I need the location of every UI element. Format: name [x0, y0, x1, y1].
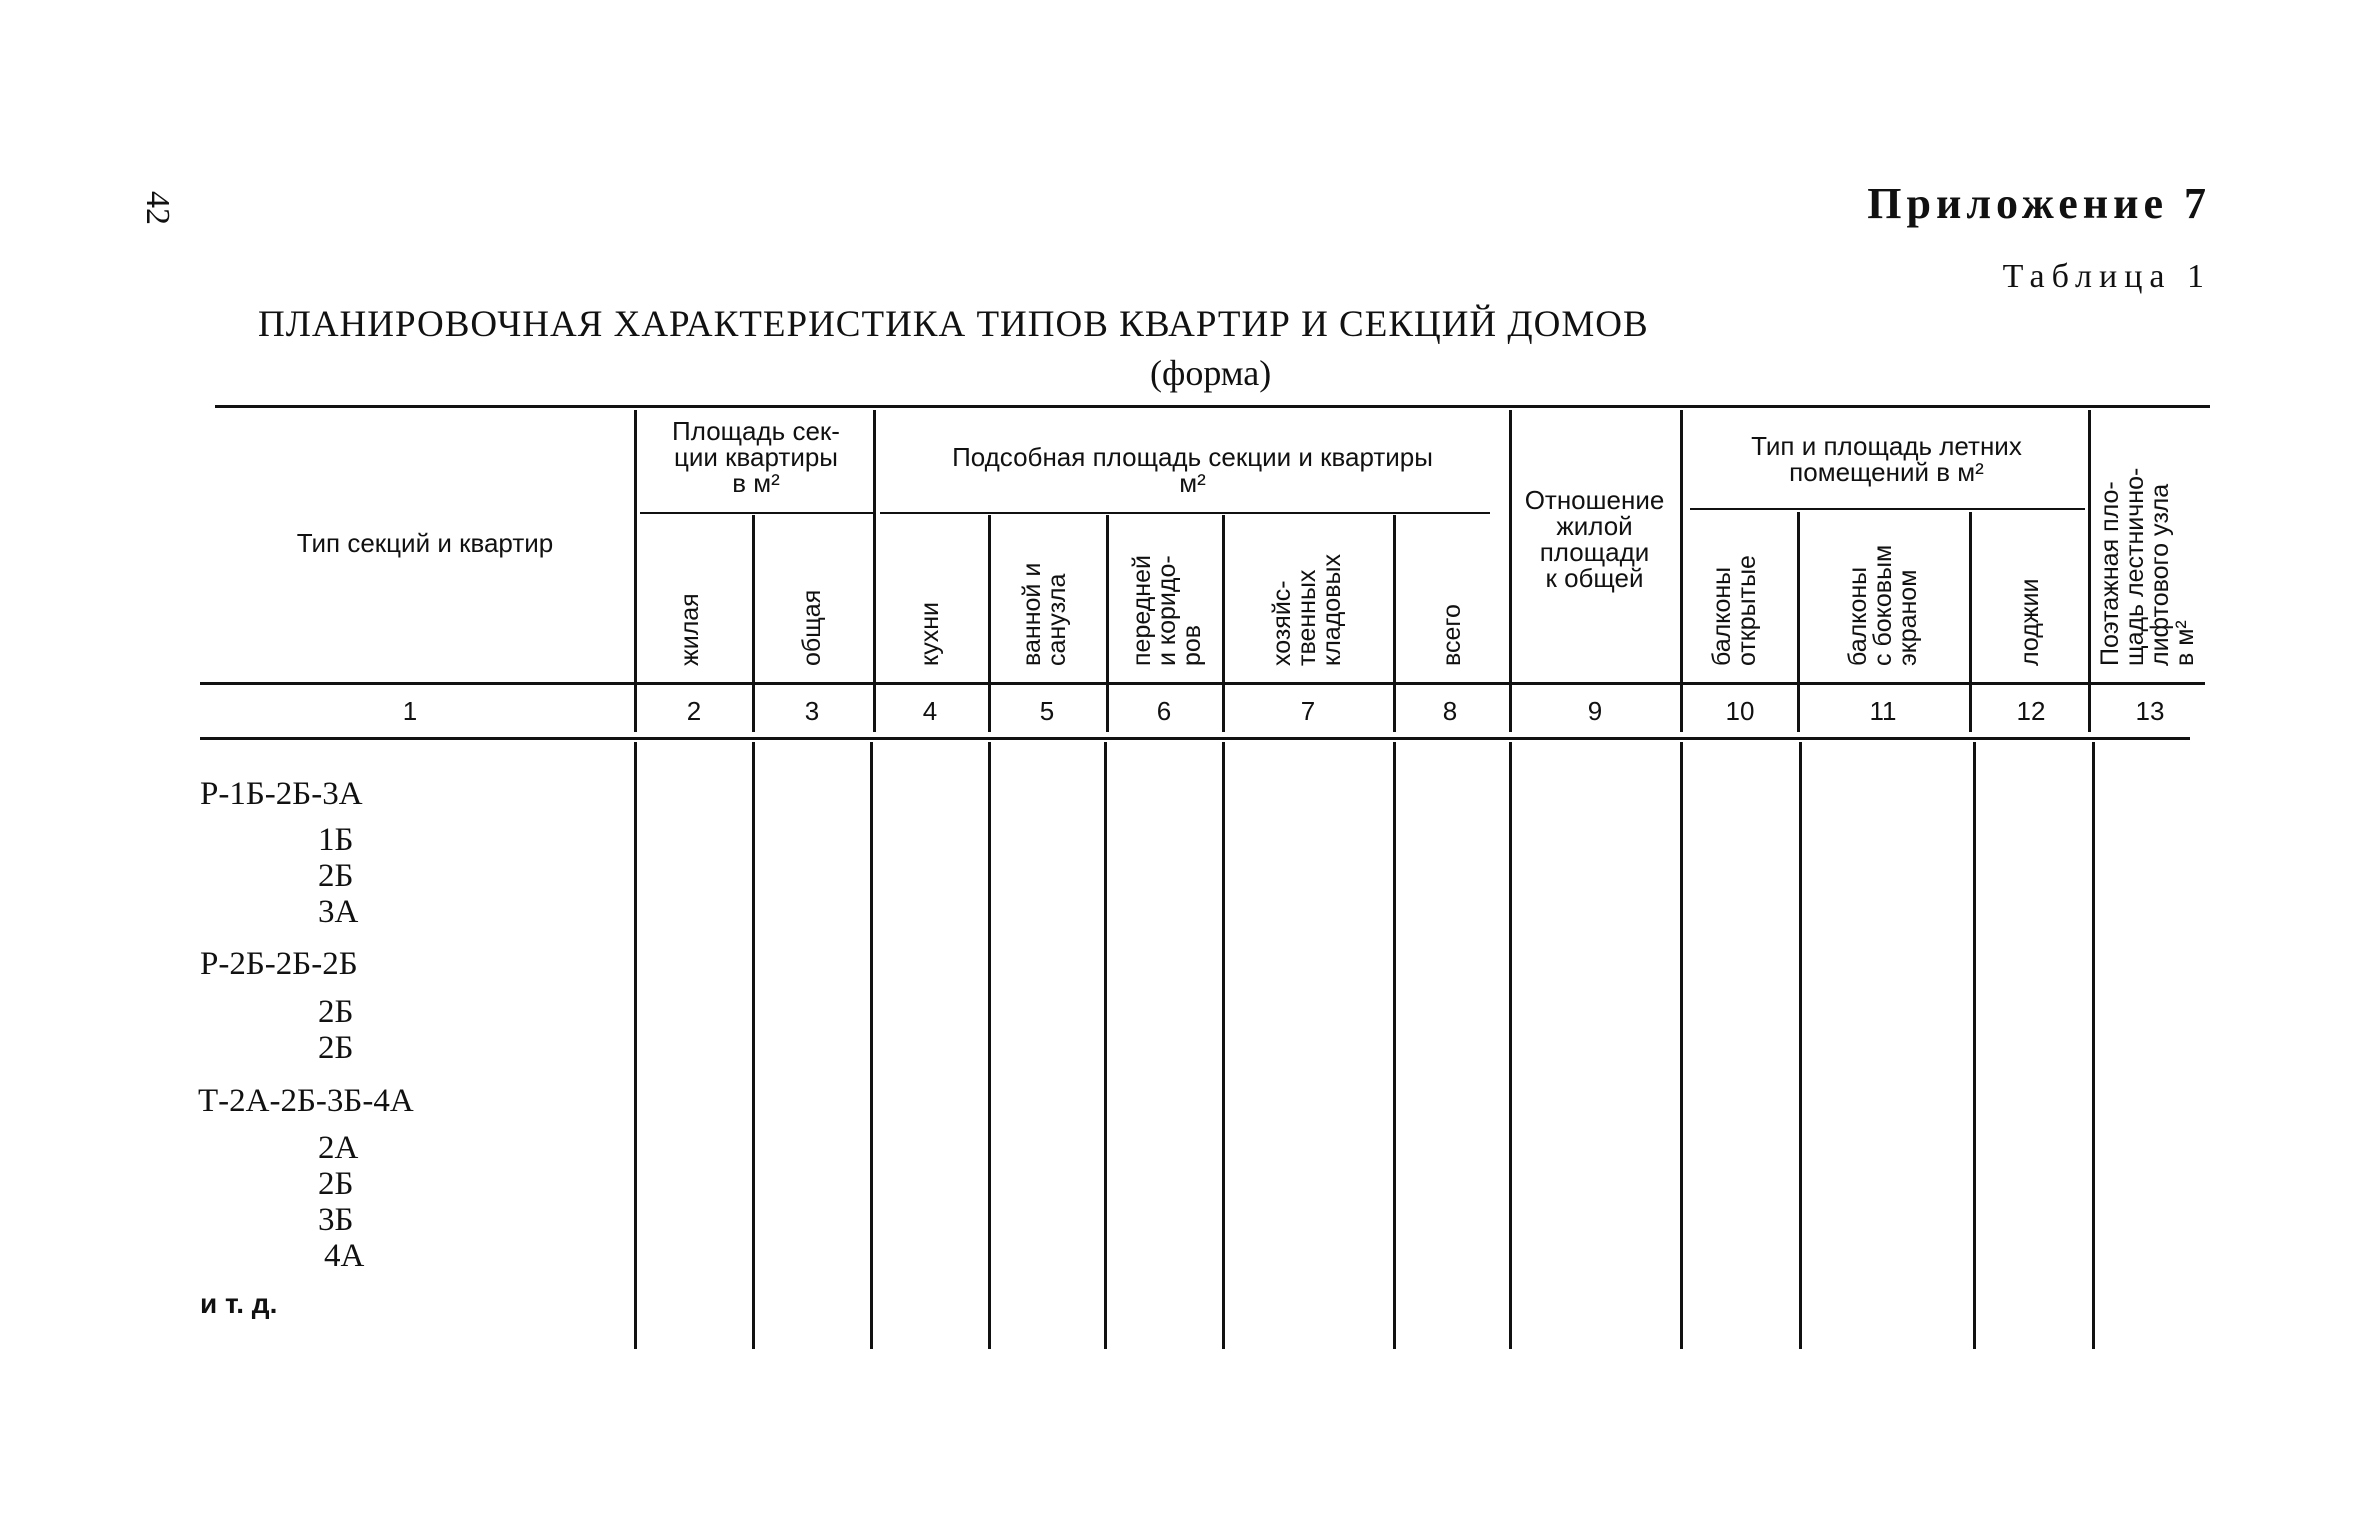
rule-numbers-bottom: [200, 737, 2190, 740]
table-top-rule: [215, 405, 2210, 408]
col-number: 5: [1039, 696, 1055, 726]
table-subtitle: (форма): [1150, 353, 1272, 393]
body-col-divider: [1222, 742, 1225, 1349]
body-col-divider: [634, 742, 637, 1349]
header-aux-group: Подсобная площадь секции и квартиры м²: [952, 442, 1433, 498]
row-apartment-type: 2А: [318, 1130, 359, 1166]
row-apartment-type: 3А: [318, 894, 359, 930]
col-number: 12: [2016, 696, 2046, 726]
header-area-group: Площадь сек- ции квартиры в м²: [672, 416, 840, 498]
body-col-divider: [2092, 742, 2095, 1349]
col-number: 13: [2135, 696, 2165, 726]
col-divider: [1393, 515, 1396, 732]
body-col-divider: [870, 742, 873, 1349]
body-col-divider: [988, 742, 991, 1349]
col-number: 11: [1869, 696, 1897, 726]
subheader-hall: передней и коридо- ров: [1128, 555, 1206, 666]
col-divider: [1797, 512, 1800, 732]
col-number: 10: [1725, 696, 1755, 726]
row-etc: и т. д.: [200, 1288, 278, 1319]
col-number: 3: [804, 696, 820, 726]
subheader-aux-total: всего: [1438, 604, 1466, 666]
col-divider: [1680, 410, 1683, 732]
appendix-label: Приложение 7: [1867, 179, 2211, 228]
row-apartment-type: 2Б: [318, 994, 354, 1030]
rule-area-sub: [640, 512, 875, 514]
col-number: 1: [402, 696, 418, 726]
row-apartment-type: 4А: [324, 1238, 365, 1274]
col-number: 4: [922, 696, 938, 726]
col-divider: [1106, 515, 1109, 732]
subheader-total: общая: [798, 589, 826, 666]
header-ratio: Отношение жилой площади к общей: [1524, 485, 1665, 593]
subheader-loggias: лоджии: [2016, 578, 2044, 666]
col-divider: [1222, 515, 1225, 732]
body-col-divider: [1799, 742, 1802, 1349]
col-divider: [1969, 512, 1972, 732]
col-divider: [873, 410, 876, 732]
body-col-divider: [1393, 742, 1396, 1349]
row-section-type: Р-2Б-2Б-2Б: [200, 946, 358, 982]
rule-aux-sub: [880, 512, 1490, 514]
rule-header-bottom: [200, 682, 2205, 685]
table-label: Таблица 1: [2002, 258, 2211, 295]
header-summer-group: Тип и площадь летних помещений в м²: [1751, 431, 2022, 487]
col-number: 7: [1300, 696, 1316, 726]
table-title: ПЛАНИРОВОЧНАЯ ХАРАКТЕРИСТИКА ТИПОВ КВАРТИР И СЕКЦИЙ ДОМОВ: [258, 304, 1649, 345]
body-col-divider: [1680, 742, 1683, 1349]
page-number: 42: [139, 191, 176, 225]
col-divider: [634, 410, 637, 732]
row-apartment-type: 2Б: [318, 858, 354, 894]
row-apartment-type: 2Б: [318, 1166, 354, 1202]
col-number: 8: [1442, 696, 1458, 726]
subheader-bath: ванной и санузла: [1018, 562, 1071, 666]
subheader-stair: Поэтажная пло- щадь лестнично- лифтового узла в м²: [2096, 467, 2199, 666]
subheader-balc-open: балконы открытые: [1708, 555, 1761, 666]
col-number: 9: [1587, 696, 1603, 726]
header-type: Тип секций и квартир: [296, 528, 554, 558]
col-number: 6: [1156, 696, 1172, 726]
row-apartment-type: 1Б: [318, 822, 354, 858]
body-col-divider: [1973, 742, 1976, 1349]
subheader-storage: хозяйс- твенных кладовых: [1268, 554, 1346, 666]
col-divider: [988, 515, 991, 732]
body-col-divider: [752, 742, 755, 1349]
col-number: 2: [686, 696, 702, 726]
subheader-kitchens: кухни: [916, 602, 944, 666]
subheader-living: жилая: [676, 593, 704, 666]
body-col-divider: [1104, 742, 1107, 1349]
rule-summer-sub: [1690, 508, 2085, 510]
row-apartment-type: 2Б: [318, 1030, 354, 1066]
col-divider: [752, 515, 755, 732]
row-section-type: Т-2А-2Б-3Б-4А: [198, 1083, 414, 1119]
row-section-type: Р-1Б-2Б-3А: [200, 776, 363, 812]
subheader-balc-screen: балконы с боковым экраном: [1844, 544, 1922, 666]
row-apartment-type: 3Б: [318, 1202, 354, 1238]
body-col-divider: [1509, 742, 1512, 1349]
